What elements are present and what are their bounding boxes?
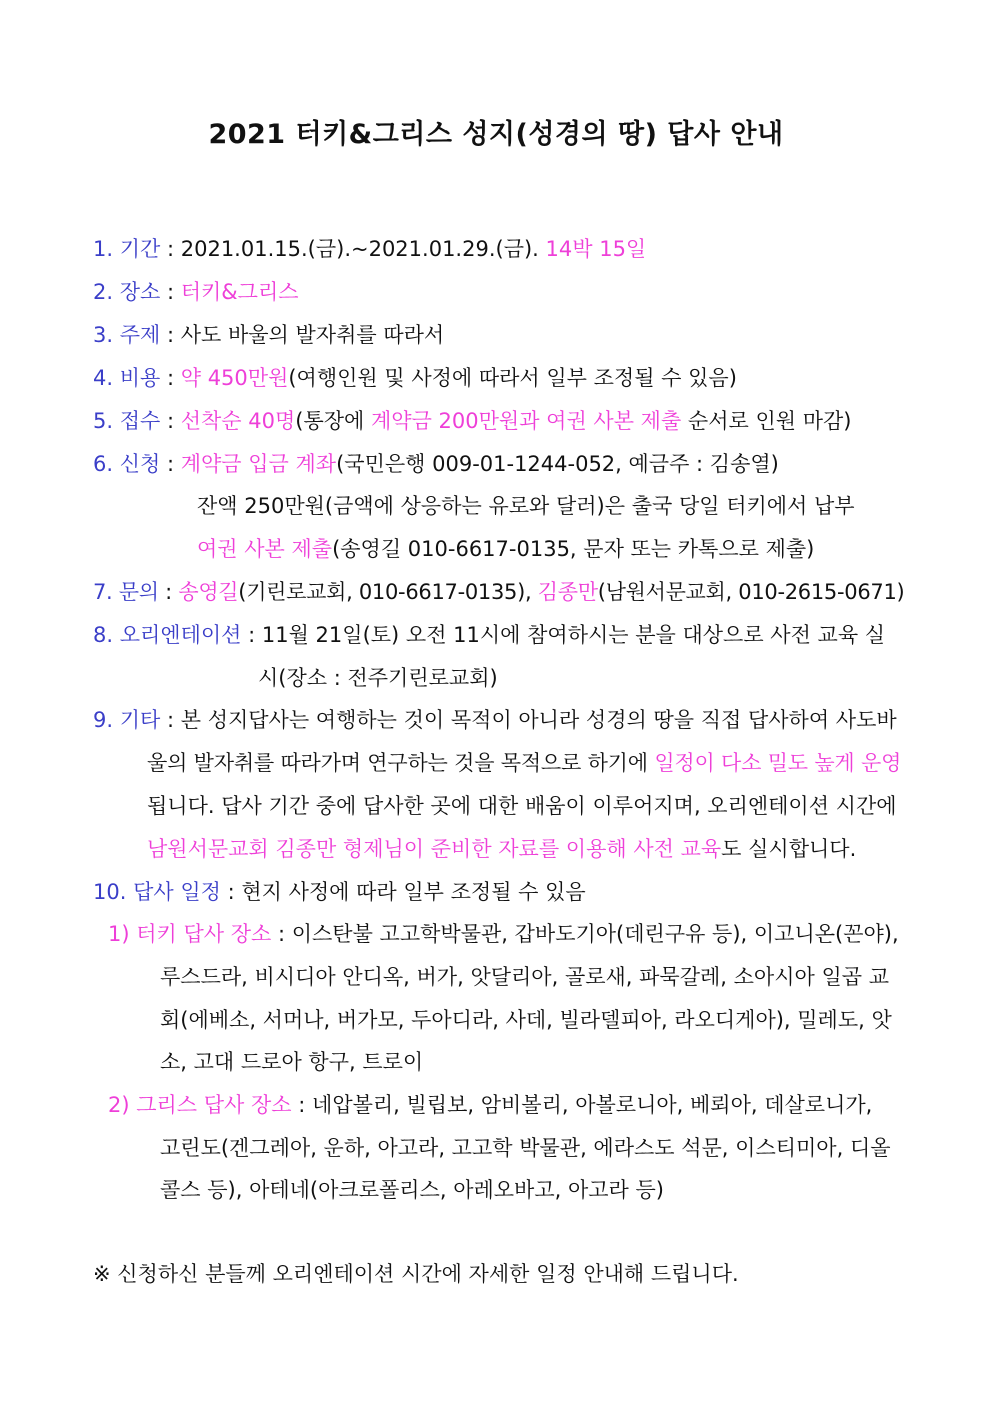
cost-text: (여행인원 및 사정에 따라서 일부 조정될 수 있음) — [288, 366, 737, 390]
item-cost — [93, 363, 737, 393]
schedule-text: 현지 사정에 따라 일부 조정될 수 있음 — [241, 880, 586, 904]
separator: : — [271, 922, 292, 946]
item-label: 2. 장소 — [93, 280, 161, 304]
turkey-line-1: 이스탄불 고고학박물관, 갑바도기아(데린구유 등), 이고니온(꼰야), — [291, 922, 899, 946]
item-label: 9. 기타 — [93, 708, 161, 732]
contact-detail-2: (남원서문교회, 010-2615-0671) — [597, 580, 905, 604]
orientation-line-1: 11월 21일(토) 오전 11시에 참여하시는 분을 대상으로 사전 교육 실 — [261, 623, 886, 647]
schedule-greece — [108, 1090, 872, 1120]
item-theme — [93, 320, 444, 350]
orientation-line-2: 시(장소 : 전주기린로교회) — [258, 666, 498, 690]
separator: : — [160, 323, 181, 347]
apply-text: (국민은행 009-01-1244-052, 예금주 : 김송열) — [336, 452, 779, 476]
apply-passport-highlight: 여권 사본 제출 — [197, 537, 333, 561]
etc-line-2-text: 울의 발자취를 따라가며 연구하는 것을 목적으로 하기에 — [147, 751, 655, 775]
place-highlight: 터키&그리스 — [180, 280, 299, 304]
item-schedule — [93, 877, 586, 907]
contact-name-2: 김종만 — [537, 580, 598, 604]
item-label: 1. 기간 — [93, 237, 161, 261]
etc-line-4 — [147, 834, 856, 864]
turkey-label: 1) 터키 답사 장소 — [108, 922, 272, 946]
etc-line-4-text: 도 실시합니다. — [721, 837, 857, 861]
etc-line-4-highlight: 남원서문교회 김종만 형제님이 준비한 자료를 이용해 사전 교육 — [147, 837, 722, 861]
greece-label: 2) 그리스 답사 장소 — [108, 1093, 292, 1117]
apply-passport-text: (송영길 010-6617-0135, 문자 또는 카톡으로 제출) — [332, 537, 815, 561]
turkey-line-2: 루스드라, 비시디아 안디옥, 버가, 앗달리아, 골로새, 파묵갈레, 소아시아 일곱 교 — [160, 965, 889, 989]
item-label: 10. 답사 일정 — [93, 880, 221, 904]
etc-line-2 — [147, 748, 901, 778]
document-title: 2021 터키&그리스 성지(성경의 땅) 답사 안내 — [208, 119, 784, 150]
item-label: 4. 비용 — [93, 366, 161, 390]
item-period — [93, 234, 646, 264]
greece-line-1: 네압볼리, 빌립보, 암비볼리, 아볼로니아, 베뢰아, 데살로니가, — [312, 1093, 873, 1117]
separator: : — [160, 280, 181, 304]
greece-line-2: 고린도(겐그레아, 운하, 아고라, 고고학 박물관, 에라스도 석문, 이스티미아, 디올 — [160, 1136, 891, 1160]
period-highlight: 14박 15일 — [545, 237, 647, 261]
separator: : — [220, 880, 242, 904]
item-etc — [93, 705, 897, 735]
etc-line-2-highlight: 일정이 다소 밀도 높게 운영 — [654, 751, 902, 775]
item-label: 6. 신청 — [93, 452, 161, 476]
etc-line-1: 본 성지답사는 여행하는 것이 목적이 아니라 성경의 땅을 직접 답사하여 사도바 — [180, 708, 897, 732]
separator: : — [291, 1093, 313, 1117]
etc-line-3: 됩니다. 답사 기간 중에 답사한 곳에 대한 배움이 이루어지며, 오리엔테이션 시간에 — [147, 794, 897, 818]
separator: : — [160, 237, 181, 261]
item-orientation — [93, 620, 885, 650]
cost-highlight: 약 450만원 — [180, 366, 289, 390]
apply-line-2: 잔액 250만원(금액에 상응하는 유로와 달러)은 출국 당일 터키에서 납부 — [197, 494, 855, 518]
item-apply — [93, 449, 779, 479]
separator: : — [160, 708, 181, 732]
footer-note: ※ 신청하신 분들께 오리엔테이션 시간에 자세한 일정 안내해 드립니다. — [93, 1262, 739, 1286]
contact-detail-1: (기린로교회, 010-6617-0135), — [238, 580, 538, 604]
reception-text-1: (통장에 — [295, 409, 372, 433]
separator: : — [160, 366, 181, 390]
separator: : — [160, 452, 181, 476]
reception-highlight-1: 선착순 40명 — [180, 409, 296, 433]
item-label: 3. 주제 — [93, 323, 161, 347]
separator: : — [241, 623, 262, 647]
item-label: 5. 접수 — [93, 409, 161, 433]
reception-text-2: 순서로 인원 마감) — [681, 409, 852, 433]
greece-line-3: 콜스 등), 아테네(아크로폴리스, 아레오바고, 아고라 등) — [160, 1178, 664, 1202]
item-reception — [93, 406, 851, 436]
period-text: 2021.01.15.(금).~2021.01.29.(금). — [180, 237, 546, 261]
separator: : — [158, 580, 179, 604]
contact-name-1: 송영길 — [178, 580, 239, 604]
turkey-line-4: 소, 고대 드로아 항구, 트로이 — [160, 1050, 424, 1074]
item-contact — [93, 577, 904, 607]
item-label: 7. 문의 — [93, 580, 159, 604]
item-label: 8. 오리엔테이션 — [93, 623, 242, 647]
item-place — [93, 277, 299, 307]
apply-line-3 — [197, 534, 814, 564]
schedule-turkey — [108, 919, 899, 949]
reception-highlight-2: 계약금 200만원과 여권 사본 제출 — [371, 409, 682, 433]
turkey-line-3: 회(에베소, 서머나, 버가모, 두아디라, 사데, 빌라델피아, 라오디게아), 밀레도, 앗 — [160, 1008, 892, 1032]
separator: : — [160, 409, 181, 433]
theme-text: 사도 바울의 발자취를 따라서 — [180, 323, 445, 347]
apply-highlight: 계약금 입금 계좌 — [180, 452, 337, 476]
